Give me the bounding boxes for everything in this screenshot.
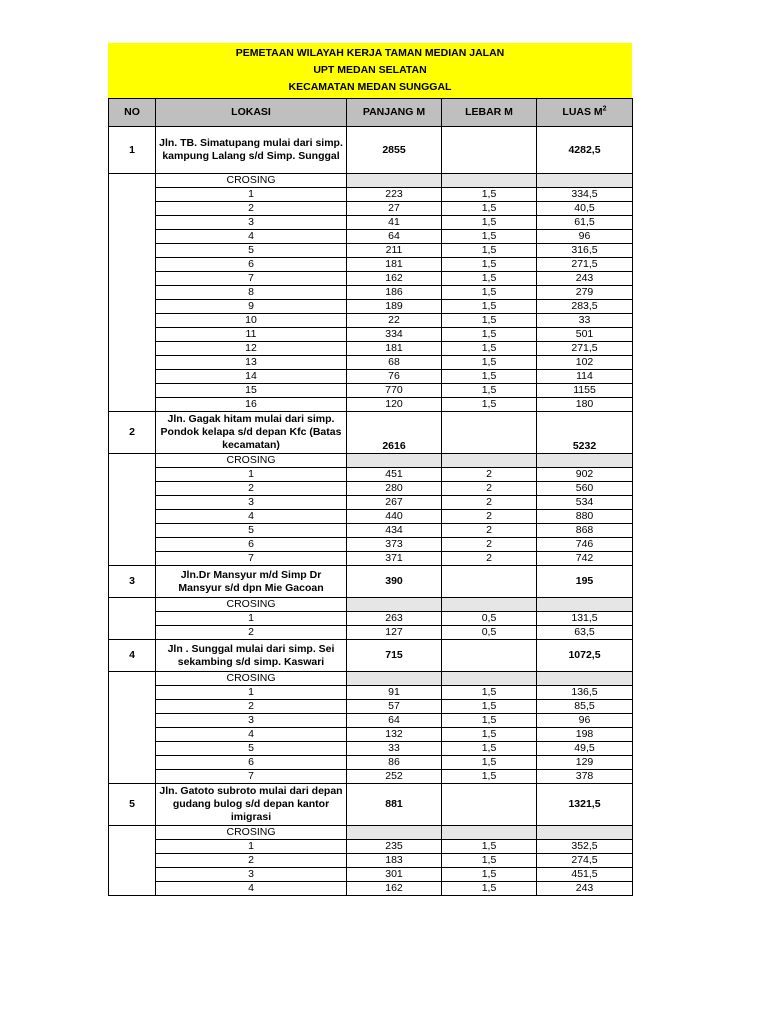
crossing-area: 742 [537, 552, 633, 566]
crossing-width: 0,5 [442, 612, 537, 626]
crossing-shade-cell [537, 174, 633, 188]
crossing-row [109, 328, 633, 342]
crossing-group-cell [109, 598, 156, 640]
crossing-area: 198 [537, 728, 633, 742]
crossing-row [109, 286, 633, 300]
crossing-length: 127 [347, 626, 442, 640]
crossing-number: 6 [156, 258, 347, 272]
location-name: Jln.Dr Mansyur m/d Simp Dr Mansyur s/d dpn Mie Gacoan [156, 566, 347, 598]
crossing-row [109, 370, 633, 384]
crossing-row [109, 840, 633, 854]
crossing-length: 181 [347, 258, 442, 272]
crossing-number: 2 [156, 202, 347, 216]
crossing-row [109, 728, 633, 742]
crossing-length: 27 [347, 202, 442, 216]
crossing-number: 6 [156, 538, 347, 552]
crossing-area: 1155 [537, 384, 633, 398]
location-number: 4 [109, 640, 156, 672]
crossing-width: 1,5 [442, 398, 537, 412]
crossing-row [109, 700, 633, 714]
crossing-width: 2 [442, 552, 537, 566]
crossing-number: 5 [156, 742, 347, 756]
crossing-area: 560 [537, 482, 633, 496]
crossing-length: 68 [347, 356, 442, 370]
crossing-area: 96 [537, 230, 633, 244]
crossing-label: CROSING [156, 598, 347, 612]
header-luas-label: LUAS M [562, 106, 603, 118]
location-area: 1321,5 [537, 784, 633, 826]
crossing-row [109, 742, 633, 756]
crossing-shade-cell [347, 826, 442, 840]
crossing-width: 0,5 [442, 626, 537, 640]
crossing-number: 7 [156, 552, 347, 566]
crossing-row [109, 868, 633, 882]
crossing-area: 378 [537, 770, 633, 784]
crossing-length: 41 [347, 216, 442, 230]
crossing-length: 64 [347, 230, 442, 244]
crossing-row [109, 686, 633, 700]
header-row [109, 99, 633, 127]
crossing-width: 1,5 [442, 244, 537, 258]
crossing-row [109, 496, 633, 510]
crossing-length: 22 [347, 314, 442, 328]
crossing-row [109, 216, 633, 230]
crossing-row [109, 468, 633, 482]
crossing-row [109, 342, 633, 356]
crossing-row [109, 314, 633, 328]
header-panjang: PANJANG M [347, 99, 442, 127]
crossing-group-cell [109, 454, 156, 566]
crossing-shade-cell [537, 826, 633, 840]
location-number: 5 [109, 784, 156, 826]
crossing-length: 371 [347, 552, 442, 566]
location-length: 2855 [347, 127, 442, 174]
crossing-area: 902 [537, 468, 633, 482]
crossing-length: 223 [347, 188, 442, 202]
crossing-width: 1,5 [442, 686, 537, 700]
crossing-row [109, 398, 633, 412]
crossing-width: 2 [442, 524, 537, 538]
crossing-area: 85,5 [537, 700, 633, 714]
crossing-area: 534 [537, 496, 633, 510]
location-width [442, 784, 537, 826]
crossing-row [109, 356, 633, 370]
crossing-row [109, 244, 633, 258]
crossing-length: 373 [347, 538, 442, 552]
crossing-number: 4 [156, 230, 347, 244]
crossing-length: 64 [347, 714, 442, 728]
crossing-width: 1,5 [442, 770, 537, 784]
crossing-shade-cell [347, 598, 442, 612]
crossing-number: 7 [156, 770, 347, 784]
location-length: 881 [347, 784, 442, 826]
crossing-length: 186 [347, 286, 442, 300]
location-number: 2 [109, 412, 156, 454]
crossing-number: 3 [156, 496, 347, 510]
crossing-area: 271,5 [537, 258, 633, 272]
crossing-row [109, 188, 633, 202]
crossing-area: 63,5 [537, 626, 633, 640]
crossing-number: 6 [156, 756, 347, 770]
location-name: Jln. TB. Simatupang mulai dari simp. kampung Lalang s/d Simp. Sunggal [156, 127, 347, 174]
header-luas-superscript: 2 [602, 105, 607, 113]
crossing-shade-cell [537, 454, 633, 468]
crossing-shade-cell [537, 672, 633, 686]
crossing-row [109, 300, 633, 314]
crossing-area: 334,5 [537, 188, 633, 202]
crossing-row [109, 202, 633, 216]
crossing-width: 1,5 [442, 230, 537, 244]
crossing-number: 4 [156, 728, 347, 742]
crossing-row [109, 258, 633, 272]
crossing-length: 76 [347, 370, 442, 384]
crossing-row [109, 770, 633, 784]
crossing-number: 3 [156, 868, 347, 882]
crossing-number: 14 [156, 370, 347, 384]
header-lebar: LEBAR M [442, 99, 537, 127]
crossing-area: 501 [537, 328, 633, 342]
location-name: Jln . Sunggal mulai dari simp. Sei sekambing s/d simp. Kaswari [156, 640, 347, 672]
crossing-length: 57 [347, 700, 442, 714]
location-row [109, 640, 633, 672]
crossing-width: 1,5 [442, 700, 537, 714]
crossing-area: 96 [537, 714, 633, 728]
crossing-width: 2 [442, 496, 537, 510]
crossing-width: 1,5 [442, 840, 537, 854]
crossing-area: 129 [537, 756, 633, 770]
crossing-area: 136,5 [537, 686, 633, 700]
crossing-length: 162 [347, 272, 442, 286]
crossing-width: 1,5 [442, 286, 537, 300]
crossing-length: 162 [347, 882, 442, 896]
crossing-length: 183 [347, 854, 442, 868]
crossing-width: 2 [442, 468, 537, 482]
crossing-area: 102 [537, 356, 633, 370]
crossing-width: 1,5 [442, 356, 537, 370]
location-width [442, 640, 537, 672]
crossing-row [109, 882, 633, 896]
crossing-number: 2 [156, 626, 347, 640]
crossing-length: 434 [347, 524, 442, 538]
header-no: NO [109, 99, 156, 127]
crossing-area: 61,5 [537, 216, 633, 230]
crossing-number: 16 [156, 398, 347, 412]
crossing-number: 3 [156, 714, 347, 728]
crossing-shade-cell [442, 672, 537, 686]
crossing-area: 316,5 [537, 244, 633, 258]
median-table [108, 98, 633, 896]
crossing-number: 2 [156, 700, 347, 714]
location-row [109, 566, 633, 598]
crossing-row [109, 756, 633, 770]
crossing-area: 746 [537, 538, 633, 552]
crossing-length: 252 [347, 770, 442, 784]
crossing-width: 1,5 [442, 868, 537, 882]
crossing-area: 114 [537, 370, 633, 384]
crossing-length: 189 [347, 300, 442, 314]
crossing-area: 271,5 [537, 342, 633, 356]
header-lokasi: LOKASI [156, 99, 347, 127]
crossing-shade-cell [537, 598, 633, 612]
crossing-number: 1 [156, 840, 347, 854]
crossing-area: 451,5 [537, 868, 633, 882]
crossing-shade-cell [347, 672, 442, 686]
crossing-length: 440 [347, 510, 442, 524]
survey-table-sheet [108, 43, 632, 896]
crossing-shade-cell [442, 598, 537, 612]
location-row [109, 784, 633, 826]
crossing-length: 334 [347, 328, 442, 342]
crossing-length: 33 [347, 742, 442, 756]
crossing-width: 1,5 [442, 384, 537, 398]
crossing-number: 3 [156, 216, 347, 230]
crossing-area: 49,5 [537, 742, 633, 756]
crossing-width: 1,5 [442, 300, 537, 314]
location-length: 715 [347, 640, 442, 672]
crossing-number: 4 [156, 510, 347, 524]
crossing-shade-cell [442, 174, 537, 188]
crossing-width: 2 [442, 482, 537, 496]
title-block [108, 43, 632, 98]
location-length: 2616 [347, 412, 442, 454]
crossing-row [109, 854, 633, 868]
crossing-length: 280 [347, 482, 442, 496]
crossing-width: 1,5 [442, 728, 537, 742]
crossing-width: 1,5 [442, 854, 537, 868]
crossing-number: 12 [156, 342, 347, 356]
crossing-row [109, 552, 633, 566]
crossing-label-row [109, 672, 633, 686]
crossing-length: 301 [347, 868, 442, 882]
crossing-label-row [109, 174, 633, 188]
crossing-number: 2 [156, 854, 347, 868]
crossing-label: CROSING [156, 174, 347, 188]
location-number: 3 [109, 566, 156, 598]
crossing-row [109, 612, 633, 626]
location-area: 5232 [537, 412, 633, 454]
crossing-row [109, 230, 633, 244]
crossing-row [109, 538, 633, 552]
crossing-row [109, 524, 633, 538]
crossing-group-cell [109, 672, 156, 784]
crossing-width: 1,5 [442, 882, 537, 896]
crossing-label: CROSING [156, 826, 347, 840]
crossing-width: 1,5 [442, 756, 537, 770]
crossing-width: 1,5 [442, 314, 537, 328]
crossing-number: 15 [156, 384, 347, 398]
location-name: Jln. Gatoto subroto mulai dari depan gudang bulog s/d depan kantor imigrasi [156, 784, 347, 826]
crossing-area: 243 [537, 882, 633, 896]
location-row [109, 412, 633, 454]
location-name: Jln. Gagak hitam mulai dari simp. Pondok kelapa s/d depan Kfc (Batas kecamatan) [156, 412, 347, 454]
location-area: 195 [537, 566, 633, 598]
crossing-area: 274,5 [537, 854, 633, 868]
crossing-label: CROSING [156, 672, 347, 686]
crossing-area: 33 [537, 314, 633, 328]
crossing-length: 91 [347, 686, 442, 700]
crossing-length: 451 [347, 468, 442, 482]
crossing-label-row [109, 826, 633, 840]
crossing-row [109, 482, 633, 496]
crossing-area: 880 [537, 510, 633, 524]
crossing-area: 283,5 [537, 300, 633, 314]
crossing-number: 1 [156, 468, 347, 482]
crossing-length: 235 [347, 840, 442, 854]
crossing-row [109, 626, 633, 640]
header-luas [537, 99, 633, 127]
crossing-width: 1,5 [442, 188, 537, 202]
crossing-number: 9 [156, 300, 347, 314]
crossing-width: 1,5 [442, 370, 537, 384]
crossing-width: 1,5 [442, 272, 537, 286]
location-area: 4282,5 [537, 127, 633, 174]
crossing-number: 1 [156, 612, 347, 626]
title-line-1: PEMETAAN WILAYAH KERJA TAMAN MEDIAN JALAN [235, 47, 505, 59]
crossing-number: 4 [156, 882, 347, 896]
crossing-shade-cell [442, 826, 537, 840]
crossing-number: 5 [156, 244, 347, 258]
crossing-area: 131,5 [537, 612, 633, 626]
crossing-width: 1,5 [442, 202, 537, 216]
crossing-number: 1 [156, 686, 347, 700]
location-number: 1 [109, 127, 156, 174]
location-length: 390 [347, 566, 442, 598]
crossing-row [109, 510, 633, 524]
crossing-number: 10 [156, 314, 347, 328]
crossing-label: CROSING [156, 454, 347, 468]
crossing-shade-cell [347, 174, 442, 188]
crossing-number: 11 [156, 328, 347, 342]
crossing-area: 180 [537, 398, 633, 412]
crossing-label-row [109, 454, 633, 468]
crossing-length: 267 [347, 496, 442, 510]
crossing-length: 263 [347, 612, 442, 626]
crossing-group-cell [109, 826, 156, 896]
crossing-width: 1,5 [442, 742, 537, 756]
crossing-width: 1,5 [442, 342, 537, 356]
crossing-area: 279 [537, 286, 633, 300]
crossing-number: 7 [156, 272, 347, 286]
crossing-length: 770 [347, 384, 442, 398]
title-line-3: KECAMATAN MEDAN SUNGGAL [288, 81, 452, 93]
location-width [442, 412, 537, 454]
crossing-length: 120 [347, 398, 442, 412]
crossing-area: 243 [537, 272, 633, 286]
crossing-length: 211 [347, 244, 442, 258]
crossing-number: 2 [156, 482, 347, 496]
crossing-width: 1,5 [442, 714, 537, 728]
crossing-width: 1,5 [442, 258, 537, 272]
crossing-area: 40,5 [537, 202, 633, 216]
crossing-area: 868 [537, 524, 633, 538]
crossing-length: 86 [347, 756, 442, 770]
crossing-number: 5 [156, 524, 347, 538]
crossing-row [109, 272, 633, 286]
crossing-shade-cell [347, 454, 442, 468]
crossing-number: 8 [156, 286, 347, 300]
location-width [442, 127, 537, 174]
crossing-area: 352,5 [537, 840, 633, 854]
crossing-row [109, 384, 633, 398]
location-row [109, 127, 633, 174]
crossing-length: 181 [347, 342, 442, 356]
crossing-row [109, 714, 633, 728]
crossing-label-row [109, 598, 633, 612]
crossing-number: 1 [156, 188, 347, 202]
title-line-2: UPT MEDAN SELATAN [313, 64, 427, 76]
crossing-width: 1,5 [442, 216, 537, 230]
crossing-shade-cell [442, 454, 537, 468]
crossing-length: 132 [347, 728, 442, 742]
location-area: 1072,5 [537, 640, 633, 672]
crossing-number: 13 [156, 356, 347, 370]
crossing-group-cell [109, 174, 156, 412]
location-width [442, 566, 537, 598]
table-body [109, 99, 633, 896]
crossing-width: 1,5 [442, 328, 537, 342]
crossing-width: 2 [442, 510, 537, 524]
crossing-width: 2 [442, 538, 537, 552]
